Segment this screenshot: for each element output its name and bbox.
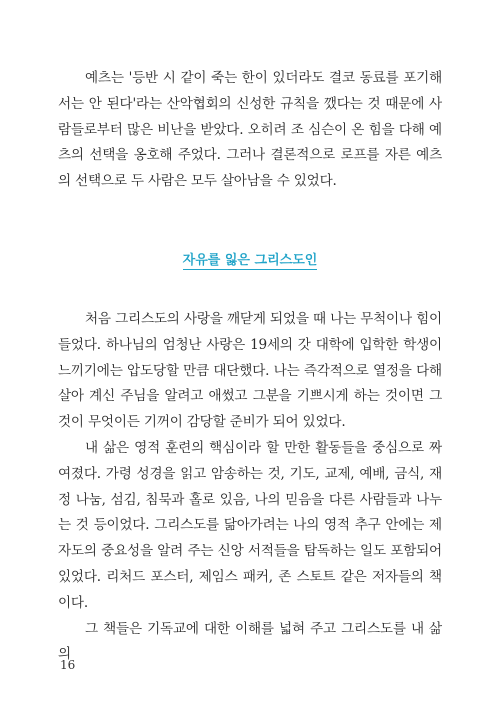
section-title (58, 251, 442, 271)
body-paragraph: 처음 그리스도의 사랑을 깨닫게 되었을 때 나는 무척이나 힘이 들었다. 하나님의 엄청난 사랑은 19세의 갓 대학에 입학한 학생이 느끼기에는 압도당할 만큼 대단했다. 나는 즉각적으로 열정을 다해 살아 계신 주님을 알려고 애썼고 그분을 기쁘시게 하는 것이면 그것이 무엇이든 기꺼이 감당할 준비가 되어 있었다. (58, 310, 442, 431)
body-paragraph: 그 책들은 기독교에 대한 이해를 넓혀 주고 그리스도를 내 삶의 (58, 620, 442, 663)
page-content (58, 66, 442, 668)
body-paragraph: 예츠는 '등반 시 같이 죽는 한이 있더라도 결코 동료를 포기해서는 안 된다'라는 산악협회의 신성한 규칙을 깼다는 것 때문에 사람들로부터 많은 비난을 받았다. 오히려 조 심슨이 온 힘을 다해 예츠의 선택을 옹호해 주었다. 그러나 결론적으로 로프를 자른 예츠의 선택으로 두 사람은 모두 살아남을 수 있었다. (58, 70, 442, 190)
body-paragraph: 내 삶은 영적 훈련의 핵심이라 할 만한 활동들을 중심으로 짜여졌다. 가령 성경을 읽고 암송하는 것, 기도, 교제, 예배, 금식, 재정 나눔, 섬김, 침묵과 홀로 있음, 나의 믿음을 다른 사람들과 나누는 것 등이었다. 그리스도를 닮아가려는 나의 영적 추구 안에는 제자도의 중요성을 알려 주는 신앙 서적들을 탐독하는 일도 포함되어 있었다. 리처드 포스터, 제임스 패커, 존 스토트 같은 저자들의 책이다. (58, 439, 442, 611)
section-title-text: 자유를 잃은 그리스도인 (182, 252, 318, 268)
page-number: 16 (60, 658, 76, 672)
